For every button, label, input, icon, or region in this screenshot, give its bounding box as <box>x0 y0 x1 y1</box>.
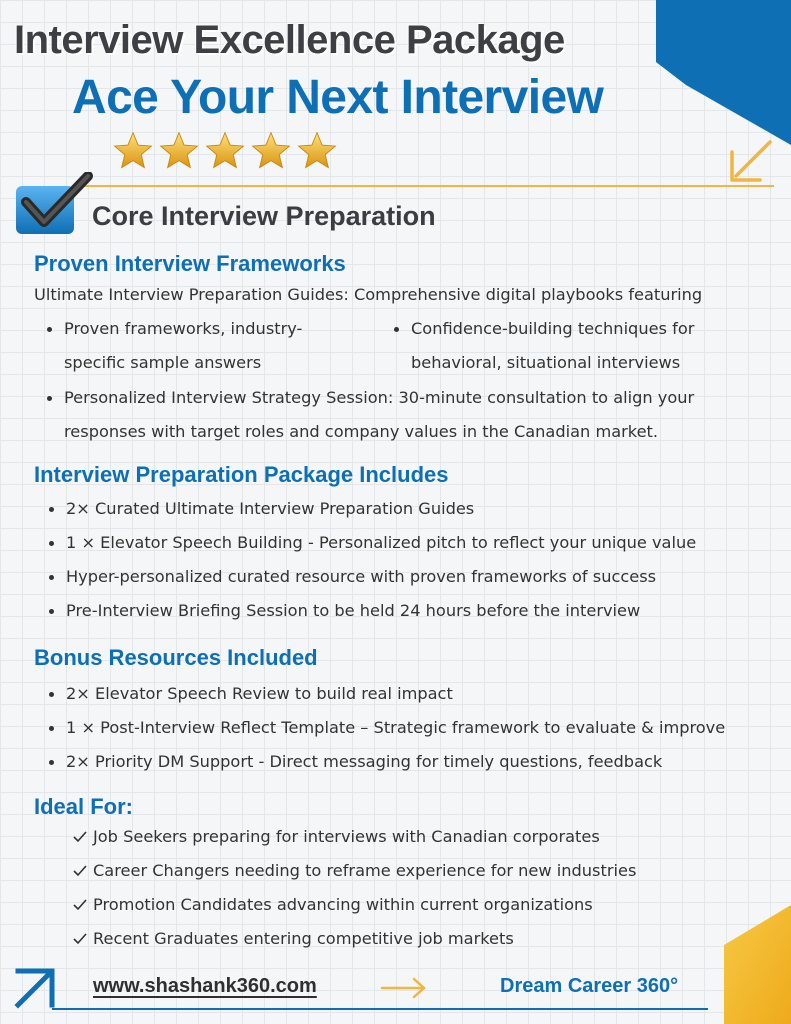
page-title: Interview Excellence Package <box>14 18 565 62</box>
corner-decoration-gold <box>724 905 791 1024</box>
package-heading: Interview Preparation Package Includes <box>34 462 449 487</box>
list-item: 2× Priority DM Support - Direct messaging for timely questions, feedback <box>66 745 662 779</box>
star-icon <box>204 130 246 172</box>
list-item: 2× Curated Ultimate Interview Preparation Guides <box>66 492 474 526</box>
list-item-continuation: specific sample answers <box>64 353 262 372</box>
bonus-heading: Bonus Resources Included <box>34 645 318 670</box>
star-icon <box>296 130 338 172</box>
arrow-right-icon <box>380 976 428 1000</box>
section-title: Core Interview Preparation <box>92 201 436 231</box>
star-icon <box>158 130 200 172</box>
checkmark-badge-icon <box>14 172 94 236</box>
website-link[interactable]: www.shashank360.com <box>93 975 317 997</box>
list-item: Job Seekers preparing for interviews with Canadian corporates <box>93 827 600 846</box>
check-icon <box>72 931 88 947</box>
list-item-continuation: behavioral, situational interviews <box>411 353 681 372</box>
arrow-down-left-icon <box>726 138 774 186</box>
corner-decoration-blue <box>656 0 791 145</box>
list-item: Career Changers needing to reframe experience for new industries <box>93 861 637 880</box>
check-icon <box>72 829 88 845</box>
ideal-heading: Ideal For: <box>34 794 134 819</box>
header-divider <box>74 185 774 187</box>
star-icon <box>112 130 154 172</box>
list-item: Pre-Interview Briefing Session to be held 24 hours before the interview <box>66 594 640 628</box>
list-item: Confidence-building techniques for <box>411 312 694 346</box>
brand-name: Dream Career 360° <box>500 975 679 997</box>
list-item: Personalized Interview Strategy Session: 30-minute consultation to align your <box>64 381 694 415</box>
list-item: 2× Elevator Speech Review to build real impact <box>66 677 453 711</box>
footer-divider <box>52 1008 708 1010</box>
frameworks-intro: Ultimate Interview Preparation Guides: Comprehensive digital playbooks featuring <box>34 285 703 304</box>
list-item: 1 × Post-Interview Reflect Template – Strategic framework to evaluate & improve <box>66 711 725 745</box>
list-item: Proven frameworks, industry- <box>64 312 302 346</box>
list-item: Hyper-personalized curated resource with proven frameworks of success <box>66 560 656 594</box>
star-icon <box>250 130 292 172</box>
list-item: Recent Graduates entering competitive job markets <box>93 929 514 948</box>
page-subtitle: Ace Your Next Interview <box>72 71 604 124</box>
check-icon <box>72 863 88 879</box>
star-rating <box>112 130 342 178</box>
list-item: Promotion Candidates advancing within current organizations <box>93 895 593 914</box>
arrow-up-right-logo-icon <box>14 965 58 1009</box>
frameworks-heading: Proven Interview Frameworks <box>34 251 346 276</box>
check-icon <box>72 897 88 913</box>
list-item-continuation: responses with target roles and company values in the Canadian market. <box>64 422 659 441</box>
list-item: 1 × Elevator Speech Building - Personalized pitch to reflect your unique value <box>66 526 696 560</box>
